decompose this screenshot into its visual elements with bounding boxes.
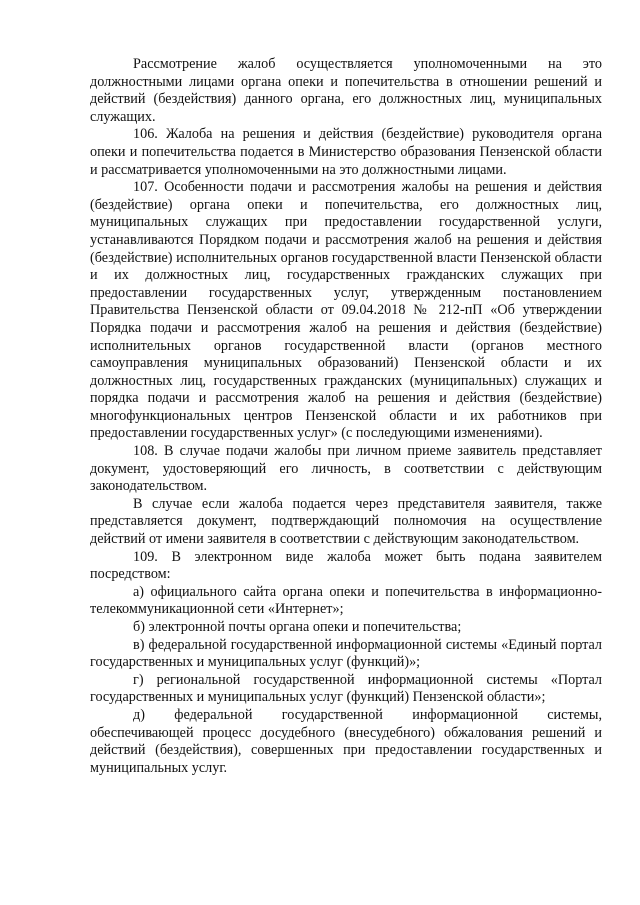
paragraph-108: 108. В случае подачи жалобы при личном приеме заявитель представляет документ, удостоверяющий его личность, в соответствии с действующим законодательством. (90, 443, 602, 495)
paragraph-representative: В случае если жалоба подается через представителя заявителя, также представляется документ, подтверждающий полномочия на осуществление действий от имени заявителя в соответствии с действующим законодательством. (90, 495, 602, 548)
paragraph-complaint-review: Рассмотрение жалоб осуществляется уполномоченными на это должностными лицами органа опеки и попечительства в отношении решений и действий (бездействия) данного органа, его должностных лиц, муниципальных служащих. (90, 56, 602, 125)
list-item-g: г) региональной государственной информационной системы «Портал государственных и муниципальных услуг (функций) Пензенской области»; (90, 671, 602, 706)
list-item-b: б) электронной почты органа опеки и попечительства; (133, 619, 462, 635)
paragraph-109: 109. В электронном виде жалоба может быть подана заявителем посредством: (90, 548, 602, 583)
list-item-d: д) федеральной государственной информационной системы, обеспечивающей процесс досудебного (внесудебного) обжалования решений и действий (бездействия), совершенных при предоставлении государственных и муниципальных услуг. (90, 706, 602, 776)
list-item-v: в) федеральной государственной информационной системы «Единый портал государственных и муниципальных услуг (функций)»; (90, 636, 602, 671)
paragraph-107: 107. Особенности подачи и рассмотрения жалобы на решения и действия (бездействие) органа опеки и попечительства, его должностных лиц, муниципальных служащих при предоставлении государственной услуги, устанавливаются Порядком подачи и рассмотрения жалоб на решения и действия (бездействие) исполнительных органов государственной власти Пензенской области и их должностных лиц, государственных гражданских служащих при предоставлении государственных услуг, утвержденным постановлением Правительства Пензенской области от 09.04.2018 № 212-пП «Об утверждении Порядка подачи и рассмотрения жалоб на решения и действия (бездействие) исполнительных органов государственной власти (органов местного самоуправления муниципальных образований) Пензенской области и их должностных лиц, государственных гражданских (муниципальных) служащих и порядка подачи и рассмотрения жалоб на решения и действия (бездействие) многофункциональных центров Пензенской области и их работников при предоставлении государственных услуг» (с последующими изменениями). (90, 179, 602, 442)
document-page (90, 56, 602, 777)
paragraph-106: 106. Жалоба на решения и действия (бездействие) руководителя органа опеки и попечительства подается в Министерство образования Пензенской области и рассматривается уполномоченными на это должностными лицами. (90, 126, 602, 178)
list-item-a: а) официального сайта органа опеки и попечительства в информационно-телекоммуникационной сети «Интернет»; (90, 583, 602, 618)
